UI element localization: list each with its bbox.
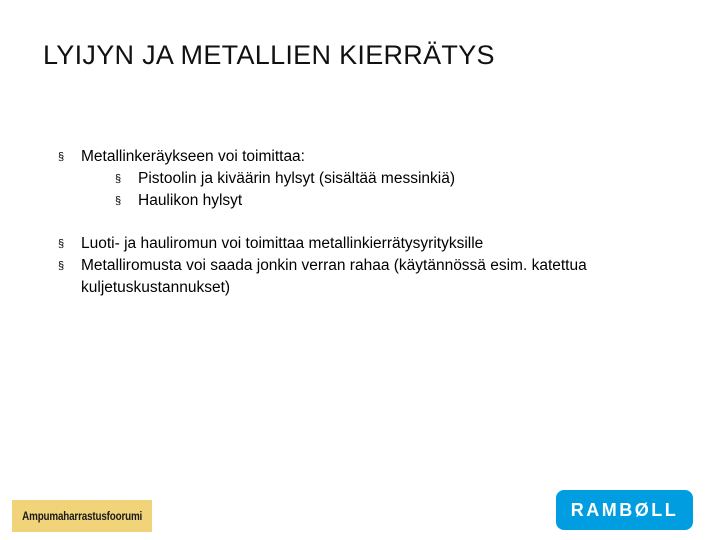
list-item <box>58 233 658 255</box>
list-item <box>58 146 658 168</box>
list-subitem <box>58 168 658 190</box>
spacer <box>58 212 658 233</box>
bullet-marker-icon: § <box>58 238 65 250</box>
bullet-list <box>58 146 658 299</box>
list-subitem-text: Pistoolin ja kiväärin hylsyt (sisältää messinkiä) <box>138 170 456 187</box>
list-item-text: Metalliromusta voi saada jonkin verran rahaa (käytännössä esim. katettua kuljetuskustannukset) <box>81 257 587 296</box>
ramboll-logo-text: RAMBØLL <box>570 499 679 520</box>
forum-logo-text: Ampumaharrastusfoorumi <box>22 509 142 523</box>
ampumaharrastusfoorumi-logo <box>12 500 152 532</box>
ramboll-logo <box>556 490 693 530</box>
list-item <box>58 255 658 299</box>
list-item-text: Luoti- ja hauliromun voi toimittaa metallinkierrätysyrityksille <box>81 235 484 252</box>
list-subitem <box>58 190 658 212</box>
bullet-marker-icon: § <box>58 260 65 272</box>
bullet-marker-icon: § <box>58 151 65 163</box>
bullet-marker-icon: § <box>115 173 122 185</box>
slide-title: LYIJYN JA METALLIEN KIERRÄTYS <box>43 40 495 70</box>
bullet-marker-icon: § <box>115 195 122 207</box>
list-item-text: Metallinkeräykseen voi toimittaa: <box>81 148 305 165</box>
list-subitem-text: Haulikon hylsyt <box>138 192 243 209</box>
